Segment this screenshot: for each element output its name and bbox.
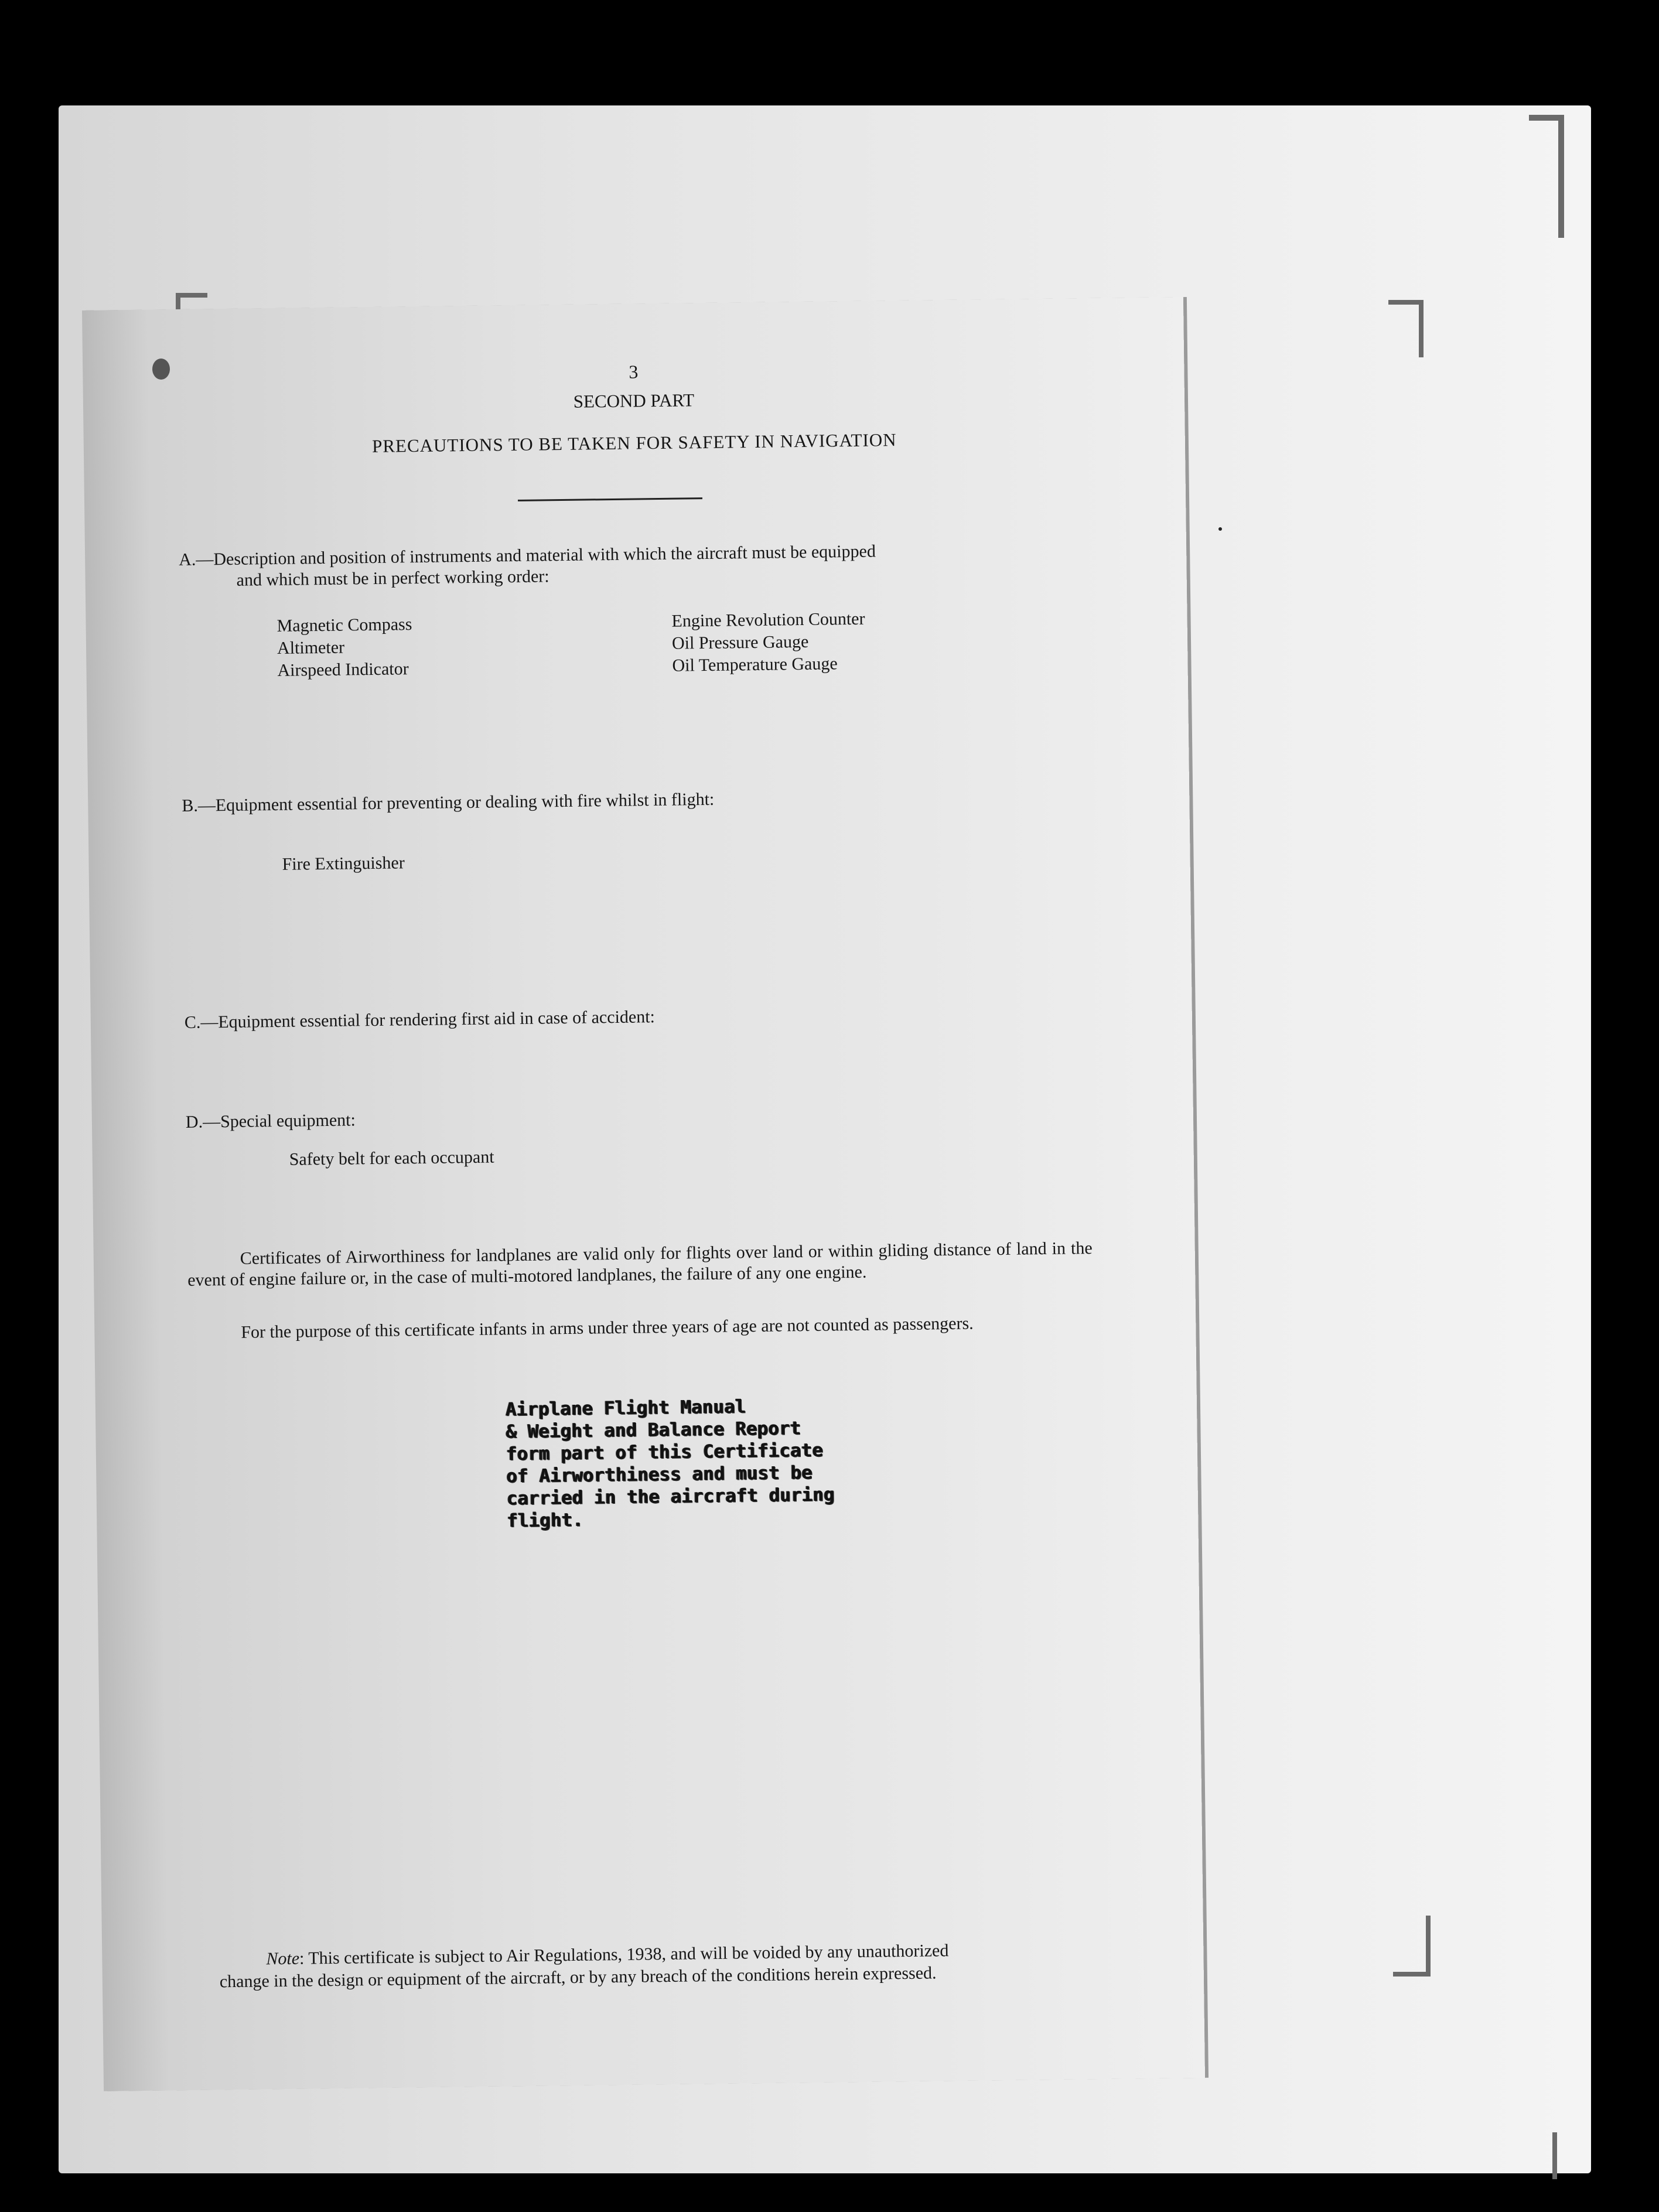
section-a-heading-continued: and which must be in perfect working order: bbox=[236, 566, 549, 590]
certificate-page bbox=[82, 297, 1205, 2091]
note-text: : This certificate is subject to Air Regulations, 1938, and will be voided by any unauthorized bbox=[299, 1941, 949, 1968]
section-c-heading: C.—Equipment essential for rendering first aid in case of accident: bbox=[184, 1007, 656, 1032]
punch-mark bbox=[152, 359, 170, 380]
stamp-line: flight. bbox=[507, 1509, 584, 1532]
list-item: Magnetic Compass bbox=[276, 615, 412, 636]
instrument-list-left bbox=[276, 613, 412, 682]
corner-mark-bottom-right bbox=[1393, 1916, 1431, 1977]
instrument-list-right bbox=[671, 608, 865, 677]
stamp-line: form part of this Certificate bbox=[506, 1439, 824, 1465]
heading-rule bbox=[518, 497, 702, 501]
stamp-line: Airplane Flight Manual bbox=[505, 1396, 746, 1421]
list-item: Altimeter bbox=[276, 637, 345, 658]
corner-mark-board-top-right bbox=[1529, 115, 1564, 238]
note-line-2: change in the design or equipment of the aircraft, or by any breach of the conditions herein expressed. bbox=[219, 1963, 937, 1992]
list-item: Engine Revolution Counter bbox=[671, 609, 865, 631]
page-number: 3 bbox=[629, 361, 639, 383]
section-b-item: Fire Extinguisher bbox=[282, 853, 405, 874]
section-a-heading: A.—Description and position of instruments and material with which the aircraft must be equipped bbox=[179, 541, 876, 570]
speck bbox=[1218, 527, 1222, 531]
corner-mark-board-bottom-right bbox=[1552, 2132, 1571, 2179]
stamp-line: carried in the aircraft during bbox=[506, 1484, 835, 1510]
list-item: Oil Pressure Gauge bbox=[671, 631, 809, 653]
part-title: SECOND PART bbox=[573, 390, 695, 412]
section-d-heading: D.—Special equipment: bbox=[185, 1110, 356, 1132]
list-item: Airspeed Indicator bbox=[277, 659, 409, 680]
infants-paragraph: For the purpose of this certificate infants in arms under three years of age are not counted as passengers. bbox=[241, 1313, 974, 1342]
page-heading: PRECAUTIONS TO BE TAKEN FOR SAFETY IN NAVIGATION bbox=[371, 429, 897, 456]
airworthiness-paragraph: Certificates of Airworthiness for landplanes are valid only for flights over land or within gliding distance of land in the event of engine failure or, in the case of multi-motored landplanes, the failure of any one engine. bbox=[187, 1238, 1093, 1290]
corner-mark-top-right bbox=[1388, 300, 1424, 357]
section-b-heading: B.—Equipment essential for preventing or dealing with fire whilst in flight: bbox=[182, 789, 715, 815]
stamp-line: of Airworthiness and must be bbox=[506, 1462, 813, 1487]
flight-manual-stamp bbox=[506, 1394, 882, 1532]
list-item: Oil Temperature Gauge bbox=[672, 654, 838, 675]
section-d-item: Safety belt for each occupant bbox=[289, 1147, 494, 1169]
note-label: Note bbox=[266, 1948, 300, 1969]
stamp-line: & Weight and Balance Report bbox=[506, 1418, 801, 1443]
